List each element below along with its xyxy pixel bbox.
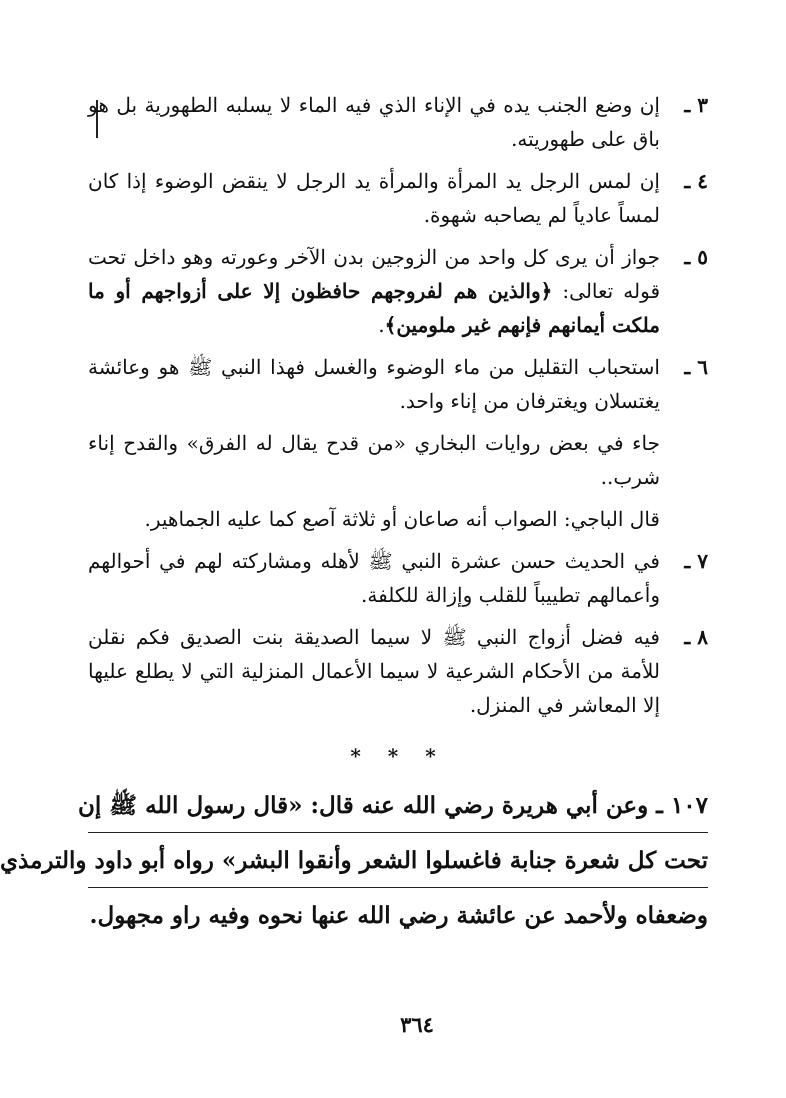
item-text: فيه فضل أزواج النبي ﷺ لا سيما الصديقة بنت الصديق فكم نقلن للأمة من الأحكام الشرعية لا سيما الأعمال المنزلية التي لا يطلع عليها إلا المعاشر في المنزل. (88, 625, 660, 717)
list-item-5 (88, 240, 708, 342)
item-text: استحباب التقليل من ماء الوضوء والغسل فهذا النبي ﷺ هو وعائشة يغتسلان ويغترفان من إناء واحد. (88, 355, 660, 413)
hadith-line-3: وضعفاه ولأحمد عن عائشة رضي الله عنها نحوه وفيه راو مجهول. (89, 902, 708, 929)
sub-note-baji: قال الباجي: الصواب أنه صاعان أو ثلاثة آصع كما عليه الجماهير. (144, 507, 660, 531)
hadith-line-2: تحت كل شعرة جنابة فاغسلوا الشعر وأنقوا البشر» رواه أبو داود والترمذي (88, 841, 708, 888)
list-item-6 (88, 350, 708, 418)
item-text: جواز أن يرى كل واحد من الزوجين بدن الآخر وعورته وهو داخل تحت قوله تعالى: (88, 245, 660, 303)
list-item-7 (88, 544, 708, 612)
list-item-8 (88, 620, 708, 722)
hadith-block (0, 786, 708, 942)
item-number: ٨ ـ (684, 625, 708, 649)
section-separator: * * * (350, 744, 446, 768)
item-text: في الحديث حسن عشرة النبي ﷺ لأهله ومشاركته لهم في أحوالهم وأعمالهم تطييباً للقلب وإزالة للكلفة. (88, 549, 660, 607)
list-item-4 (88, 164, 708, 232)
page-content (0, 88, 708, 950)
list-item-3 (88, 88, 708, 156)
item-number: ٥ ـ (684, 245, 708, 269)
item-text: إن لمس الرجل يد المرأة والمرأة يد الرجل لا ينقض الوضوء إذا كان لمساً عادياً لم يصاحبه شهوة. (88, 169, 660, 227)
item-number: ٧ ـ (684, 549, 708, 573)
item-text-end: . (378, 313, 385, 337)
item-number: ٤ ـ (684, 169, 708, 193)
sub-note-bukhari: جاء في بعض روايات البخاري «من قدح يقال له الفرق» والقدح إناء شرب.. (88, 431, 660, 489)
quran-verse: ﴿والذين هم لفروجهم حافظون إلا على أزواجهم أو ما ملكت أيمانهم فإنهم غير ملومين﴾ (88, 279, 660, 337)
hadith-line-1: ١٠٧ ـ وعن أبي هريرة رضي الله عنه قال: «قال رسول الله ﷺ إن (88, 786, 708, 833)
item-number: ٦ ـ (684, 355, 708, 379)
item-text: إن وضع الجنب يده في الإناء الذي فيه الماء لا يسلبه الطهورية بل هو باق على طهوريته. (88, 93, 660, 151)
page-number: ٣٦٤ (400, 1012, 434, 1037)
item-number: ٣ ـ (684, 93, 708, 117)
